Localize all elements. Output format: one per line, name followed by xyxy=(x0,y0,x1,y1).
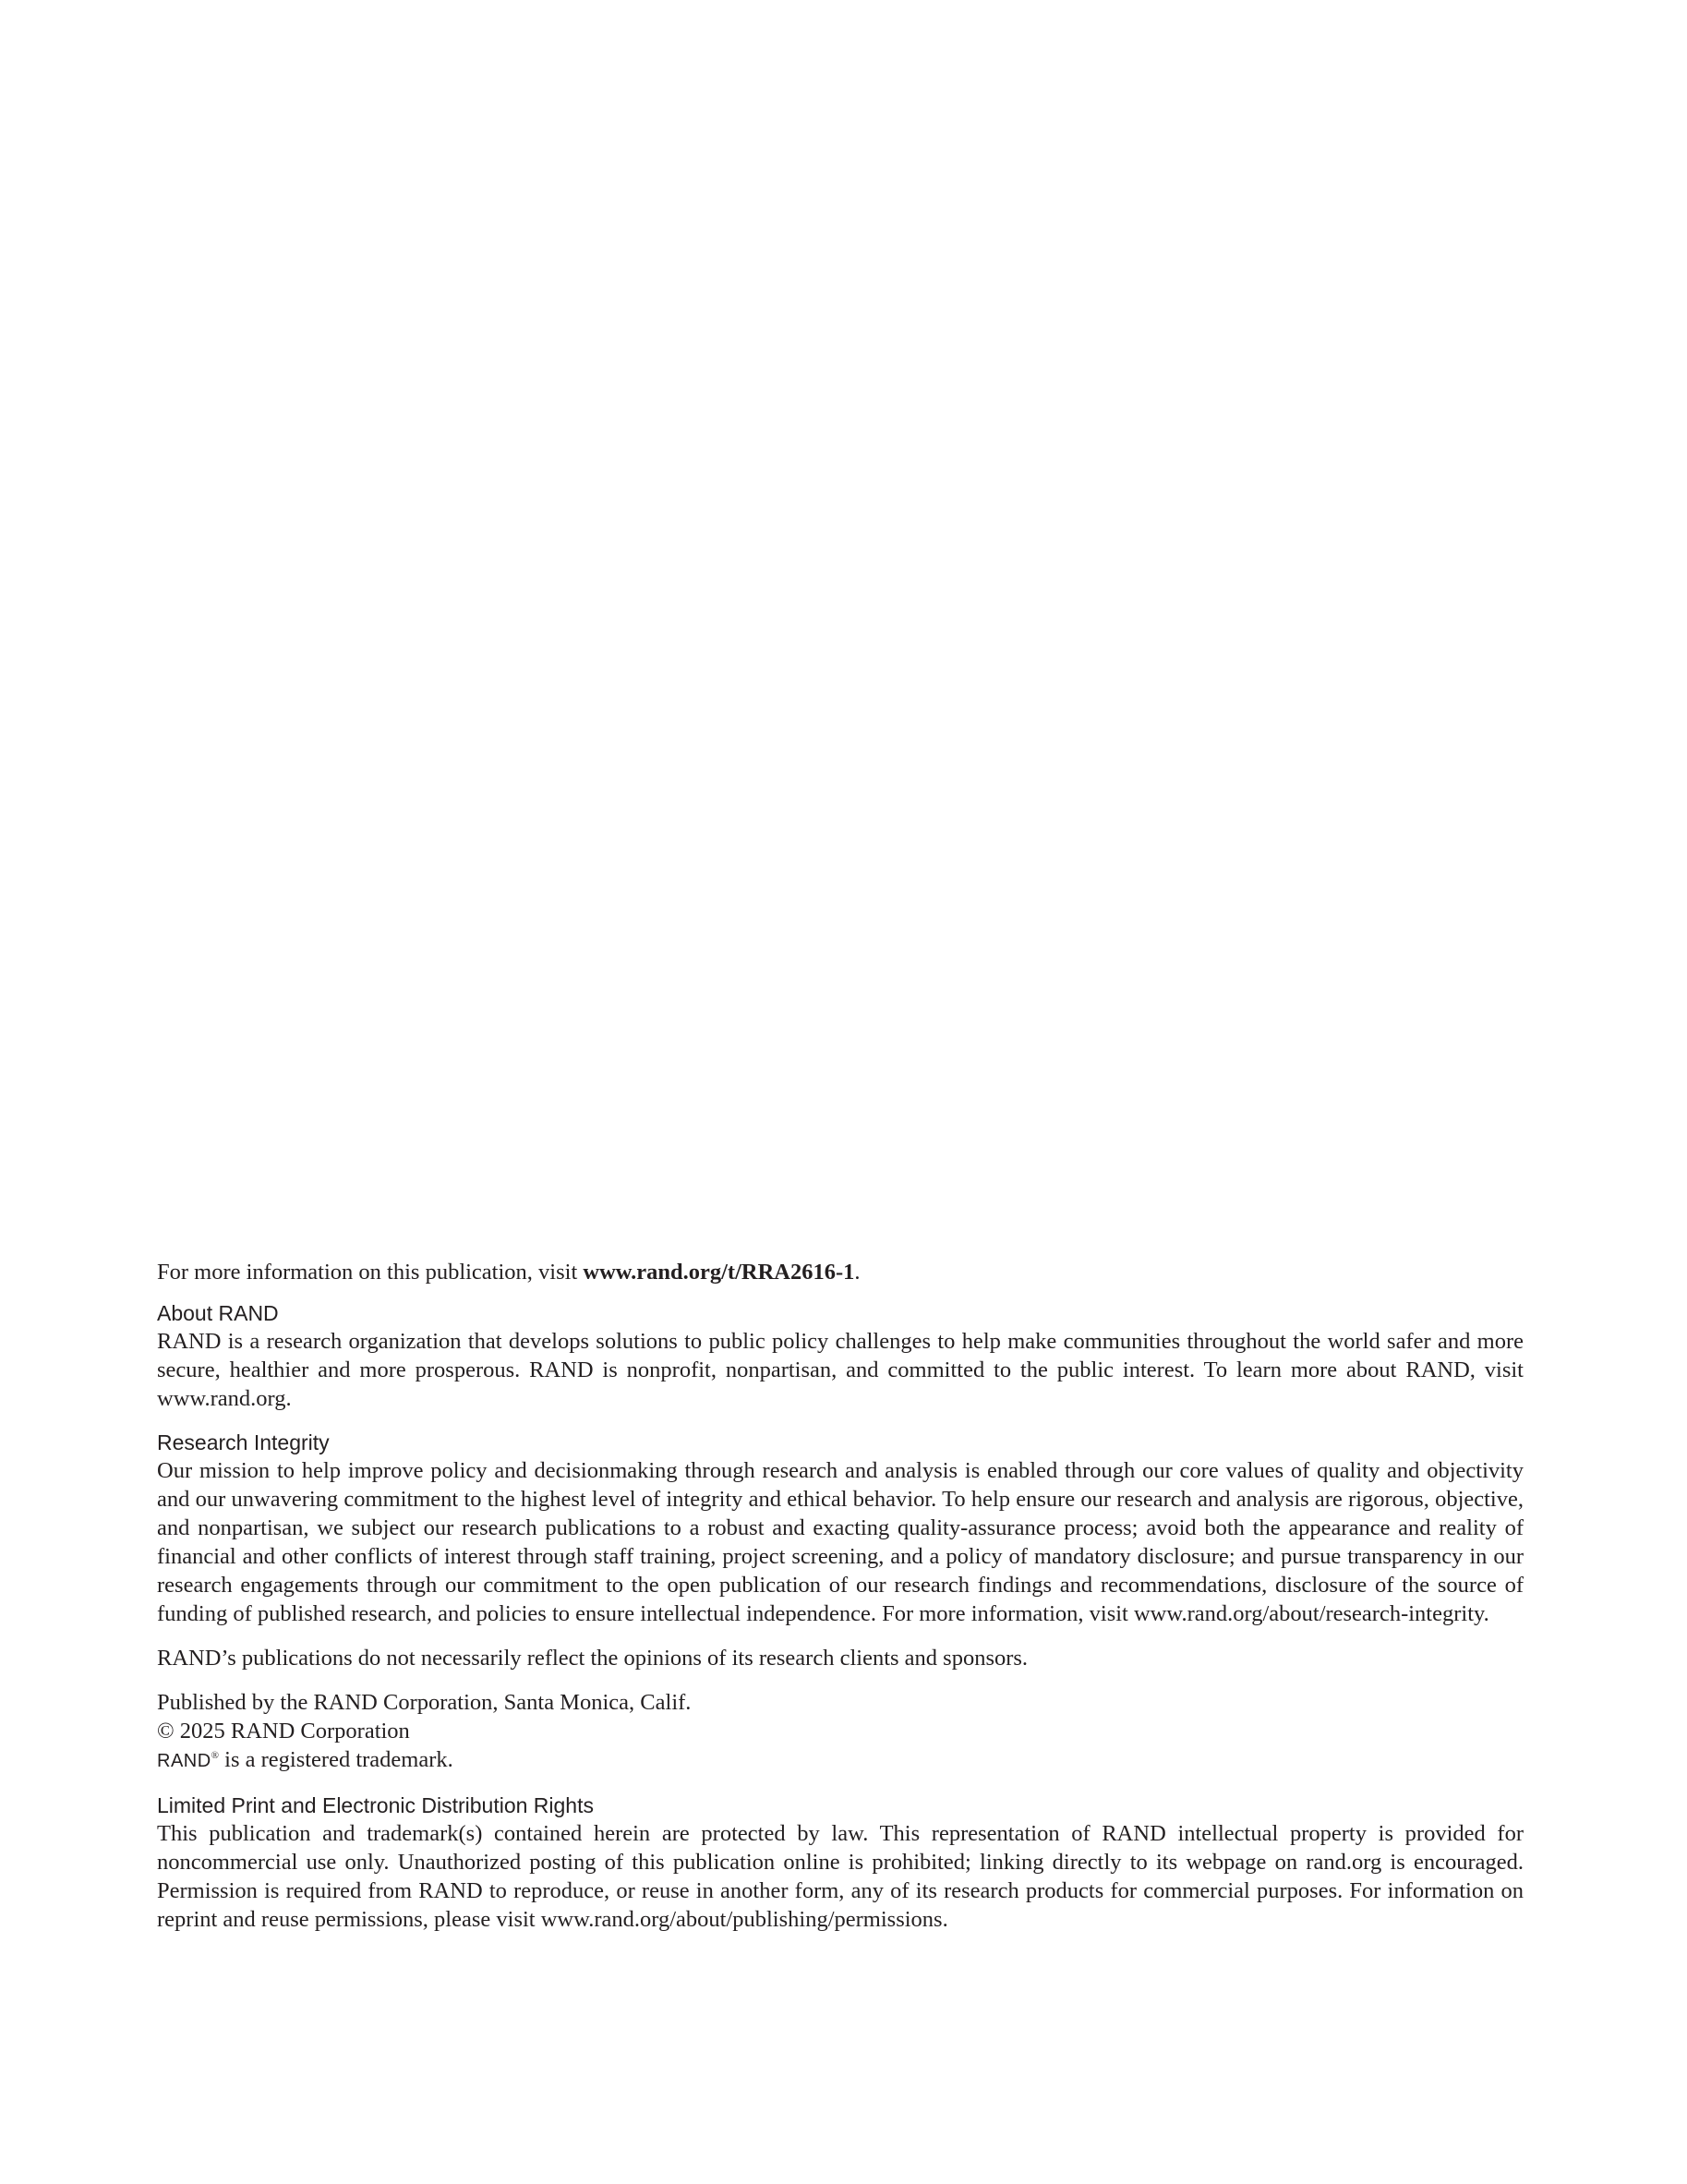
disclaimer: RAND’s publications do not necessarily reflect the opinions of its research clients and sponsors. xyxy=(157,1646,1029,1671)
publication-link[interactable]: www.rand.org/t/RRA2616-1 xyxy=(583,1260,855,1285)
about-body: RAND is a research organization that develops solutions to public policy challenges to help make communities throughout the world safer and more secure, healthier and more prosperous. RAND is nonprofit, nonpartisan, and committed to the public interest. To learn more about RAND, visit www.rand.org. xyxy=(157,1329,1524,1411)
registered-icon: ® xyxy=(211,1749,220,1761)
copyright-page xyxy=(157,1258,1524,1949)
research-integrity-heading: Research Integrity xyxy=(157,1430,330,1454)
publication-info-suffix: . xyxy=(854,1260,861,1285)
trademark-text: is a registered trademark. xyxy=(219,1747,453,1772)
about-section xyxy=(157,1299,1524,1413)
distribution-rights-body: This publication and trademark(s) contained herein are protected by law. This representation of RAND intellectual property is provided for noncommercial use only. Unauthorized posting of this publication online is prohibited; linking directly to its webpage on rand.org is encouraged. Permission is required from RAND to reproduce, or reuse in another form, any of its research products for commercial purposes. For information on reprint and reuse permissions, please visit www.rand.org/about/publishing/permissions. xyxy=(157,1821,1524,1932)
trademark-line xyxy=(157,1745,1524,1776)
publisher-block xyxy=(157,1688,1524,1776)
publication-info xyxy=(157,1258,1524,1286)
research-integrity-body: Our mission to help improve policy and decisionmaking through research and analysis is enabled through our core values of quality and objectivity and our unwavering commitment to the highest level of integrity and ethical behavior. To help ensure our research and analysis are rigorous, objective, and nonpartisan, we subject our research publications to a robust and exacting quality-assurance process; avoid both the appearance and reality of financial and other conflicts of interest through staff training, project screening, and a policy of mandatory disclosure; and pursue transparency in our research engagements through our commitment to the open publication of our research findings and recommendations, disclosure of the source of funding of published research, and policies to ensure intellectual independence. For more information, visit www.rand.org/about/research-integrity. xyxy=(157,1458,1524,1626)
distribution-rights-heading: Limited Print and Electronic Distribution Rights xyxy=(157,1793,594,1817)
publisher-line: Published by the RAND Corporation, Santa Monica, Calif. xyxy=(157,1690,692,1715)
copyright-line: © 2025 RAND Corporation xyxy=(157,1719,410,1744)
distribution-rights-section xyxy=(157,1792,1524,1934)
publication-info-prefix: For more information on this publication, visit xyxy=(157,1260,584,1285)
rand-logo-wordmark: RAND xyxy=(157,1751,211,1771)
about-heading: About RAND xyxy=(157,1301,279,1325)
research-integrity-section xyxy=(157,1429,1524,1628)
